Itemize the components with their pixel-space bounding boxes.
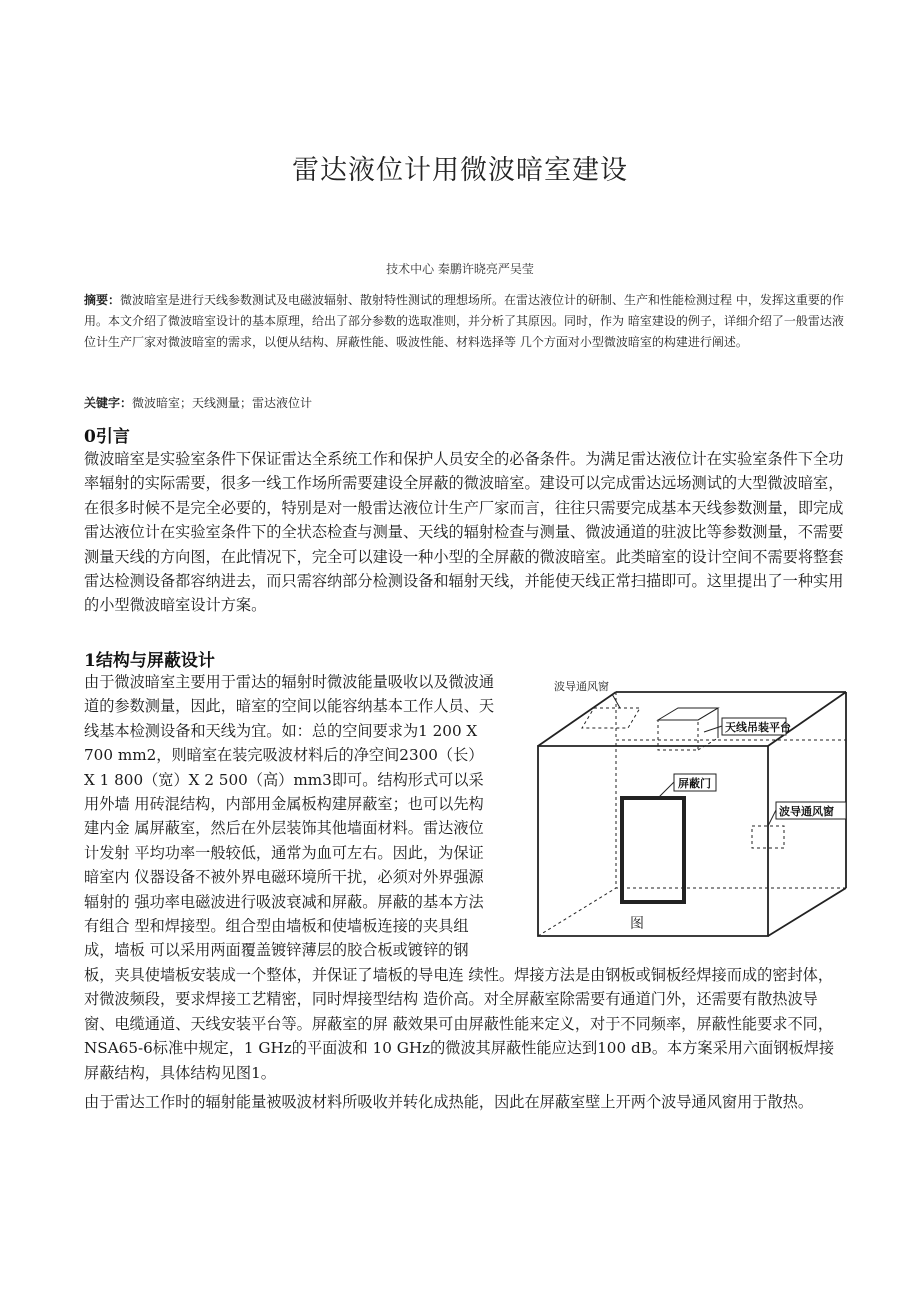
ventilation-paragraph: 由于雷达工作时的辐射能量被吸波材料所吸收并转化成热能，因此在屏蔽室壁上开两个波导通风窗用于散热。 <box>84 1093 813 1111</box>
paper-authors: 技术中心 秦鹏许晓亮严吴莹 <box>386 262 534 276</box>
keywords-separator: ： <box>120 396 133 410</box>
label-platform: 天线吊装平台 <box>725 721 791 734</box>
structure-section <box>84 670 848 1085</box>
platform-leader <box>704 726 722 732</box>
label-side-vent: 波导通风窗 <box>779 805 834 818</box>
label-door: 屏蔽门 <box>678 777 711 790</box>
shielded-room-diagram <box>508 670 848 946</box>
abstract-label: 摘要 <box>84 293 109 307</box>
abstract <box>84 290 844 353</box>
section-heading-structure: 1结构与屏蔽设计 <box>84 651 215 671</box>
section-heading-intro: 0引言 <box>84 427 130 447</box>
top-left-edge <box>538 692 616 746</box>
intro-paragraph: 微波暗室是实验室条件下保证雷达全系统工作和保护人员安全的必备条件。为满足雷达液位计在实验室条件下全功率辐射的实际需要，很多一线工作场所需要建设全屏蔽的微波暗室。建设可以完成雷达远场测试的大型微波暗室，在很多时候不是完全必要的，特别是对一般雷达液位计生产厂家而言，往往只需要完成基本天线参数测量，即完成雷达液位计在实验室条件下的全状态检查与测量、天线的辐射检查与测量、微波通道的驻波比等参数测量，不需要测量天线的方向图，在此情况下，完全可以建设一种小型的全屏蔽的微波暗室。此类暗室的设计空间不需要将整套雷达检测设备都容纳进去，而只需容纳部分检测设备和辐射天线，并能使天线正常扫描即可。这里提出了一种实用的小型微波暗室设计方案。 <box>84 450 844 615</box>
bottom-depth-edge <box>538 888 616 936</box>
structure-paragraph: 由于微波暗室主要用于雷达的辐射时微波能量吸收以及微波通道的参数测量，因此，暗室的空间以能容纳基本工作人员、天线基本检测设备和天线为宜。如：总的空间要求为1 200 X 700 mm2，则暗室在装完吸波材料后的净空间2300（长） X 1 800（宽）X 2 500（高）mm3即可。结构形式可以采用外墙 用砖混结构，内部用金属板构建屏蔽室；也可以先构建内金 属屏蔽室，然后在外层装饰其他墙面材料。雷达液位计发射 平均功率一般较低，通常为血可左右。因此，为保证暗室内 仪器设备不被外界电磁环境所干扰，必须对外界强源辐射的 强功率电磁波进行吸波衰减和屏蔽。屏蔽的基本方法有组合 型和焊接型。组合型由墙板和使墙板连接的夹具组成，墙板 可以采用两面覆盖镀锌薄层的胶合板或镀锌的钢板，夹具使墙板安装成一个整体，并保证了墙板的导电连 续性。焊接方法是由钢板或铜板经焊接而成的密封体，对微波频段，要求焊接工艺精密，同时焊接型结构 造价高。对全屏蔽室除需要有通道门外，还需要有散热波导窗、电缆通道、天线安装平台等。屏蔽室的屏 蔽效果可由屏蔽性能来定义，对于不同频率，屏蔽性能要求不同，NSA65-6标准中规定，1 GHz的平面波和 10 GHz的微波其屏蔽性能应达到100 dB。本方案采用六面钢板焊接屏蔽结构，具体结构见图1。 <box>84 673 835 1082</box>
top-vent-outline <box>582 708 640 728</box>
door-leader <box>658 782 674 798</box>
shield-door <box>622 798 684 902</box>
abstract-separator: ： <box>108 293 121 307</box>
front-face <box>538 746 768 936</box>
figure-1 <box>508 670 848 946</box>
keywords <box>84 394 844 412</box>
bottom-right-edge <box>768 888 846 936</box>
paper-title: 雷达液位计用微波暗室建设 <box>292 155 628 186</box>
side-vent-leader <box>768 810 776 826</box>
figure-caption: 图 <box>630 916 644 932</box>
keywords-text: 微波暗室；天线测量；雷达液位计 <box>132 396 313 410</box>
keywords-label: 关键字 <box>84 396 121 410</box>
platform-top <box>658 708 718 720</box>
abstract-text: 微波暗室是进行天线参数测试及电磁波辐射、散射特性测试的理想场所。在雷达液位计的研制、生产和性能检测过程 中，发挥这重要的作用。本文介绍了微波暗室设计的基本原理，给出了部分参数的选取准则，并分析了其原因。同时，作为 暗室建设的例子，详细介绍了一般雷达液位计生产厂家对微波暗室的需求，以便从结构、屏蔽性能、吸波性能、材料选择等 几个方面对小型微波暗室的构建进行阐述。 <box>84 293 844 349</box>
label-top-vent: 波导通风窗 <box>554 680 609 693</box>
